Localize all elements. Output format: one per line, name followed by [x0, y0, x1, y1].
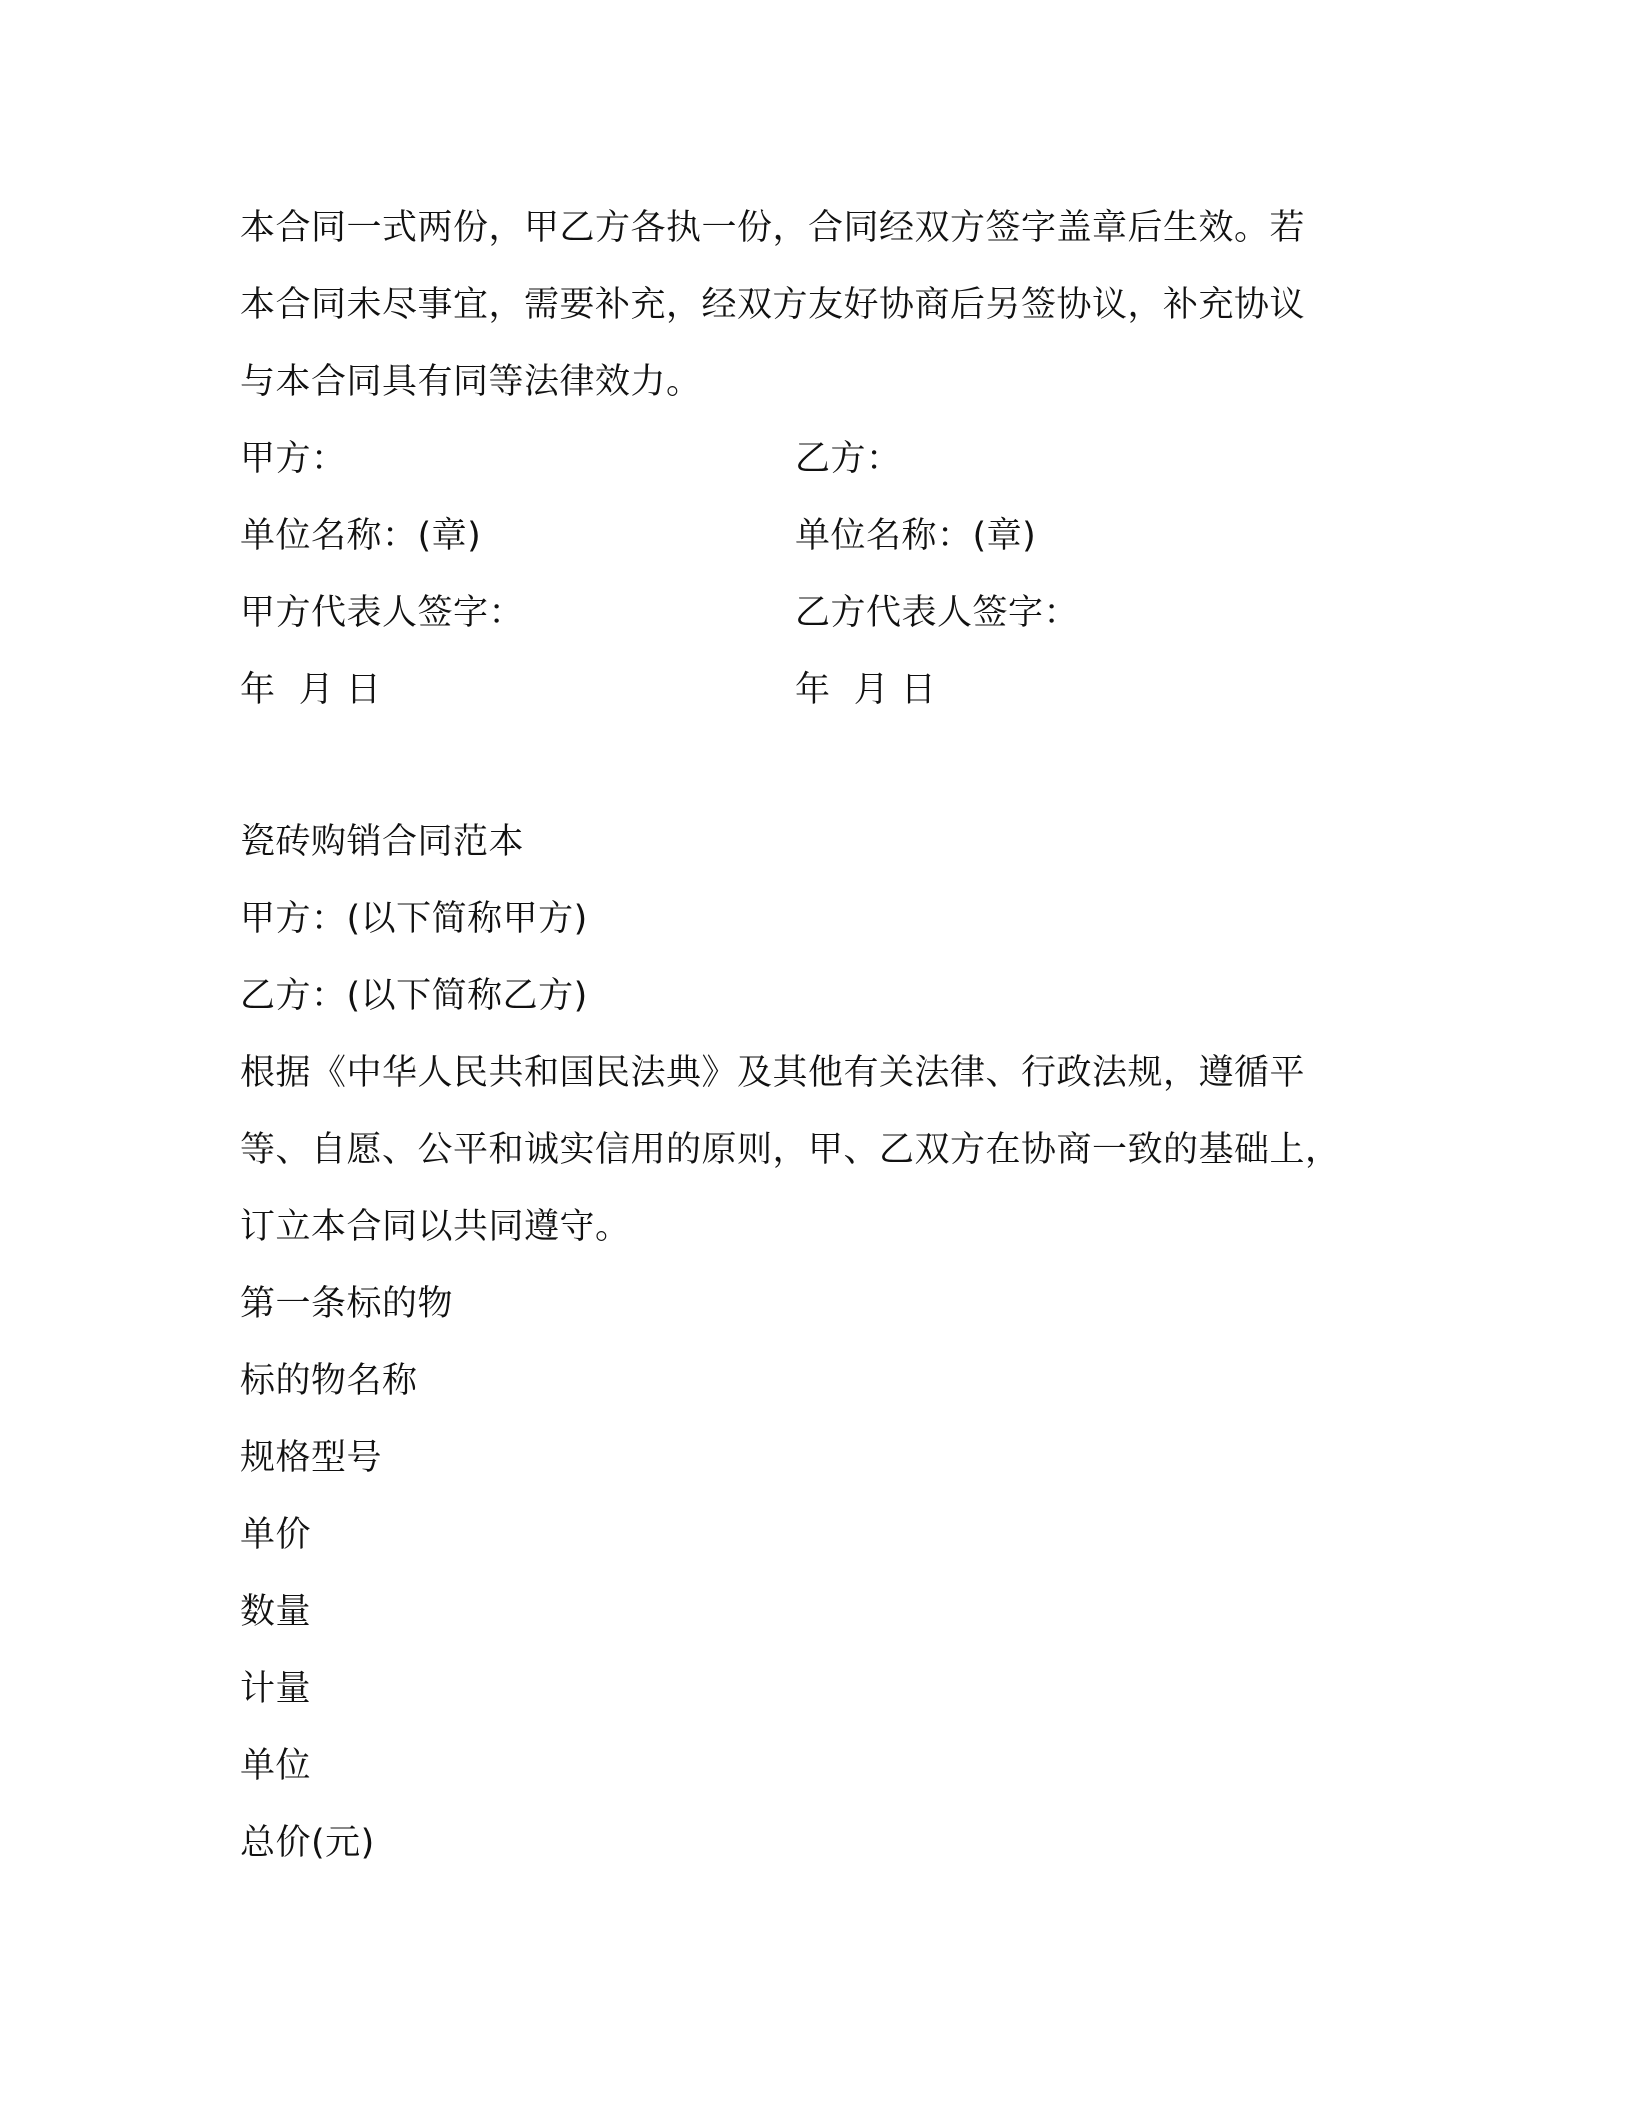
- contract-title: 瓷砖购销合同范本: [240, 822, 525, 862]
- signature-party-row: [240, 421, 1390, 498]
- article-field-unit: 单位: [240, 1746, 312, 1786]
- signature-date-row: [240, 652, 1390, 729]
- party-a-representative: 甲方代表人签字：: [240, 593, 525, 633]
- party-b-label: 乙方：: [795, 439, 902, 479]
- party-b-unit: 单位名称：(章): [795, 516, 1037, 556]
- article-field-total-price: 总价(元): [240, 1823, 375, 1863]
- party-a-unit: 单位名称：(章): [240, 516, 482, 556]
- article-field-measure: 计量: [240, 1669, 312, 1709]
- closing-paragraph-line: 与本合同具有同等法律效力。: [240, 362, 702, 402]
- preamble-line: 根据《中华人民共和国民法典》及其他有关法律、行政法规，遵循平: [240, 1053, 1306, 1093]
- article-field-quantity: 数量: [240, 1592, 312, 1632]
- contract-party-a: 甲方：(以下简称甲方): [240, 899, 588, 939]
- document-body: [240, 190, 1390, 1882]
- closing-paragraph-line: 本合同一式两份，甲乙方各执一份，合同经双方签字盖章后生效。若: [240, 208, 1306, 248]
- party-b-date: 年 月 日: [795, 670, 937, 710]
- party-a-label: 甲方：: [240, 439, 347, 479]
- article-1-heading: 第一条标的物: [240, 1284, 454, 1324]
- preamble-line: 订立本合同以共同遵守。: [240, 1207, 631, 1247]
- article-field-unit-price: 单价: [240, 1515, 312, 1555]
- party-a-date: 年 月 日: [240, 670, 382, 710]
- article-field-spec-model: 规格型号: [240, 1438, 383, 1478]
- signature-representative-row: [240, 575, 1390, 652]
- signature-unit-row: [240, 498, 1390, 575]
- preamble-line: 等、自愿、公平和诚实信用的原则，甲、乙双方在协商一致的基础上，: [240, 1130, 1341, 1170]
- section-gap: [240, 729, 1390, 804]
- party-b-representative: 乙方代表人签字：: [795, 593, 1080, 633]
- article-field-subject-name: 标的物名称: [240, 1361, 418, 1401]
- contract-party-b: 乙方：(以下简称乙方): [240, 976, 588, 1016]
- closing-paragraph-line: 本合同未尽事宜，需要补充，经双方友好协商后另签协议，补充协议: [240, 285, 1306, 325]
